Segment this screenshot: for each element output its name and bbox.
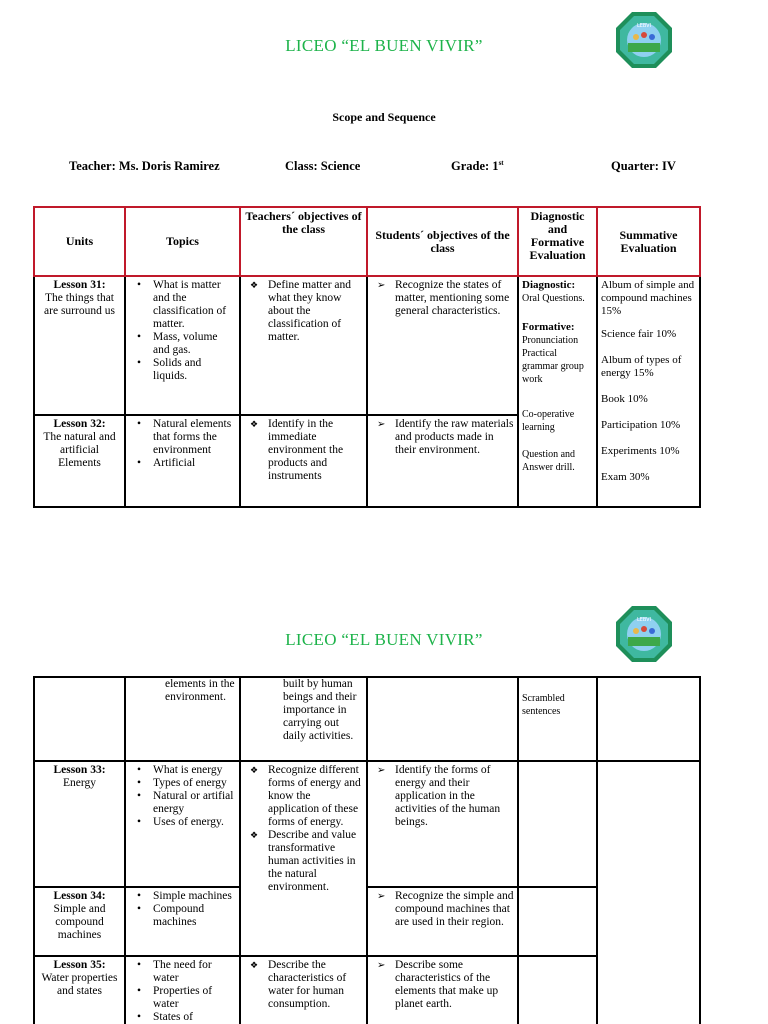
- school-logo-icon: [614, 604, 674, 664]
- table-header-row: [34, 207, 700, 276]
- teachers-objectives-cell: [240, 761, 367, 956]
- lesson-name: The things that are surround us: [44, 292, 115, 317]
- summative-item: Experiments 10%: [601, 445, 680, 457]
- lesson-name: Water properties and states: [41, 972, 118, 997]
- list-item: • Solids and liquids.: [129, 357, 236, 383]
- list-item: • Natural elements that forms the environment: [129, 418, 236, 457]
- summative-cell: [597, 761, 700, 1024]
- teachers-objectives-cell: [240, 677, 367, 761]
- students-objectives-cell: [367, 415, 518, 507]
- lesson-name: Simple and compound machines: [53, 903, 106, 941]
- summative-item: Album of simple and compound machines 15%: [601, 279, 695, 317]
- header-students-objectives: Students´ objectives of the class: [367, 207, 518, 276]
- header-units: Units: [34, 207, 125, 276]
- teachers-objectives-cell: [240, 276, 367, 415]
- qa-text: Question and Answer drill.: [522, 449, 576, 473]
- document-subtitle: Scope and Sequence: [332, 110, 436, 124]
- page-2: [0, 590, 768, 1024]
- school-title: LICEO “EL BUEN VIVIR”: [285, 630, 483, 649]
- summative-item: Science fair 10%: [601, 328, 677, 340]
- list-item: • What is energy: [129, 764, 236, 777]
- quarter-info: Quarter: IV: [611, 159, 676, 173]
- topics-cell: [125, 956, 240, 1024]
- topics-cell: [125, 761, 240, 887]
- topics-cell: [125, 415, 240, 507]
- list-item: • Compound machines: [129, 903, 236, 929]
- students-objectives-cell: [367, 887, 518, 956]
- teachers-objectives-cell: [240, 956, 367, 1024]
- diagnostic-cell: [518, 761, 597, 887]
- header-teachers-objectives: Teachers´ objectives of the class: [240, 207, 367, 276]
- table-row-continued: [34, 677, 700, 761]
- list-item: ❖ Describe and value transformative human activities in the natural environment.: [244, 829, 363, 894]
- list-item: • Uses of energy.: [129, 816, 236, 829]
- summative-cell: [597, 677, 700, 761]
- teacher-info: Teacher: Ms. Doris Ramirez: [69, 159, 220, 173]
- list-item: ❖ Describe the characteristics of water for human consumption.: [244, 959, 363, 1011]
- grade-info: Grade: 1st: [451, 159, 504, 174]
- scope-table-page-2: [33, 676, 701, 1024]
- list-item: ➢ Recognize the states of matter, mentioning some general characteristics.: [371, 279, 514, 318]
- list-item: • Mass, volume and gas.: [129, 331, 236, 357]
- summative-item: Exam 30%: [601, 471, 650, 483]
- lesson-title: Lesson 34:: [53, 890, 106, 902]
- header-diagnostic: Diagnostic and Formative Evaluation: [518, 207, 597, 276]
- formative-text: Pronunciation Practical grammar group work: [522, 335, 584, 385]
- diagnostic-cell: [518, 677, 597, 761]
- list-item: • Simple machines: [129, 890, 236, 903]
- diagnostic-cell: [518, 887, 597, 956]
- school-logo-icon: [614, 10, 674, 70]
- topics-cell: [125, 887, 240, 956]
- list-item: ➢ Identify the raw materials and products made in their environment.: [371, 418, 514, 457]
- scope-table-page-1: [33, 206, 701, 508]
- list-item: ❖ Identify in the immediate environment the products and instruments: [244, 418, 363, 483]
- unit-cell: [34, 761, 125, 887]
- lesson-title: Lesson 32:: [53, 418, 106, 430]
- teachers-continued: built by human beings and their importance in carrying out daily activities.: [283, 678, 357, 742]
- unit-cell: [34, 415, 125, 507]
- list-item: • Natural or artifial energy: [129, 790, 236, 816]
- coop-text: Co-operative learning: [522, 409, 575, 433]
- lesson-title: Lesson 33:: [53, 764, 106, 776]
- lesson-title: Lesson 35:: [53, 959, 106, 971]
- lesson-name: Energy: [62, 777, 96, 789]
- diagnostic-continued: Scrambled sentences: [522, 693, 565, 717]
- diagnostic-label: Diagnostic:: [522, 279, 576, 291]
- list-item: ➢ Describe some characteristics of the elements that make up planet earth.: [371, 959, 514, 1011]
- list-item: ❖ Define matter and what they know about the classification of matter.: [244, 279, 363, 344]
- topics-continued: elements in the environment.: [165, 678, 235, 703]
- diagnostic-text: Oral Questions.: [522, 293, 585, 304]
- svg-text:LEBVI: LEBVI: [636, 23, 652, 29]
- list-item: • States of: [129, 1011, 236, 1024]
- list-item: ➢ Recognize the simple and compound machines that are used in their region.: [371, 890, 514, 929]
- list-item: ➢ Identify the forms of energy and their application in the activities of the human beings.: [371, 764, 514, 829]
- students-objectives-cell: [367, 276, 518, 415]
- list-item: • Artificial: [129, 457, 236, 470]
- unit-cell: [34, 677, 125, 761]
- table-row-lesson-33: [34, 761, 700, 887]
- summative-item: Participation 10%: [601, 419, 681, 431]
- formative-label: Formative:: [522, 321, 575, 333]
- students-objectives-cell: [367, 677, 518, 761]
- topics-cell: [125, 276, 240, 415]
- diagnostic-cell: [518, 276, 597, 507]
- summative-cell: [597, 276, 700, 507]
- list-item: ❖ Recognize different forms of energy and know the application of these forms of energy.: [244, 764, 363, 829]
- summative-item: Album of types of energy 15%: [601, 354, 682, 379]
- school-title: LICEO “EL BUEN VIVIR”: [285, 36, 483, 55]
- students-objectives-cell: [367, 761, 518, 887]
- lesson-name: The natural and artificial Elements: [43, 431, 116, 469]
- lesson-title: Lesson 31:: [53, 279, 106, 291]
- unit-cell: [34, 276, 125, 415]
- list-item: • The need for water: [129, 959, 236, 985]
- list-item: • Types of energy: [129, 777, 236, 790]
- svg-text:LEBVI: LEBVI: [636, 617, 652, 623]
- table-row-lesson-31: [34, 276, 700, 415]
- diagnostic-cell: [518, 956, 597, 1024]
- header-summative: Summative Evaluation: [597, 207, 700, 276]
- teachers-objectives-cell: [240, 415, 367, 507]
- unit-cell: [34, 887, 125, 956]
- students-objectives-cell: [367, 956, 518, 1024]
- topics-cell: [125, 677, 240, 761]
- list-item: • Properties of water: [129, 985, 236, 1011]
- class-info: Class: Science: [285, 159, 361, 173]
- header-topics: Topics: [125, 207, 240, 276]
- list-item: • What is matter and the classification of matter.: [129, 279, 236, 331]
- unit-cell: [34, 956, 125, 1024]
- summative-item: Book 10%: [601, 393, 648, 405]
